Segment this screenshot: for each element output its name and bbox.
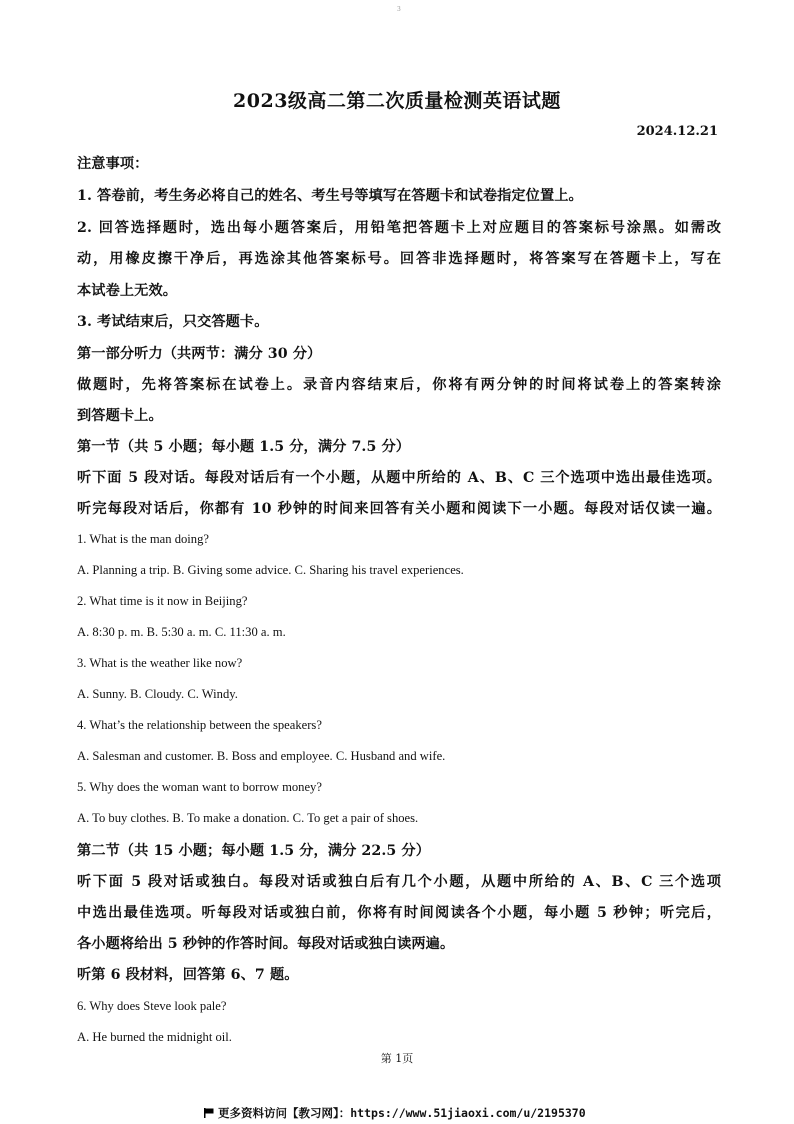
flag-icon xyxy=(204,1107,214,1117)
question: 5. Why does the woman want to borrow money? xyxy=(77,780,322,794)
part1-heading: 第一部分听力（共两节：满分 30 分） xyxy=(77,346,322,362)
footer-text: 更多资料访问【教习网】：https://www.51jiaoxi.com/u/2195370 xyxy=(218,1106,586,1120)
notice-heading: 注意事项： xyxy=(77,156,149,172)
top-mark: 3 xyxy=(397,6,401,13)
question: 2. What time is it now in Beijing? xyxy=(77,594,248,608)
page-number: 第 1页 xyxy=(380,1052,414,1065)
part1-intro-line: 做题时，先将答案标在试卷上。录音内容结束后，你将有两分钟的时间将试卷上的答案转涂 xyxy=(77,377,721,393)
section2-intro-line: 听下面 5 段对话或独白。每段对话或独白后有几个小题，从题中所给的 A、B、C 三个选项 xyxy=(77,874,721,890)
exam-date: 2024.12.21 xyxy=(636,124,718,139)
page-title: 2023级高二第二次质量检测英语试题 xyxy=(233,90,561,112)
footer-link[interactable] xyxy=(204,1105,586,1121)
answer-options: A. Planning a trip. B. Giving some advice. C. Sharing his travel experiences. xyxy=(77,563,464,577)
answer-options: A. Salesman and customer. B. Boss and employee. C. Husband and wife. xyxy=(77,749,446,763)
question: 1. What is the man doing? xyxy=(77,532,209,546)
part1-intro-line: 到答题卡上。 xyxy=(77,408,163,424)
notice-line: 2. 回答选择题时，选出每小题答案后，用铅笔把答题卡上对应题目的答案标号涂黑。如需改 xyxy=(77,220,721,236)
section2-intro-line: 各小题将给出 5 秒钟的作答时间。每段对话或独白读两遍。 xyxy=(77,936,455,952)
answer-options: A. Sunny. B. Cloudy. C. Windy. xyxy=(77,687,238,701)
question: 4. What’s the relationship between the speakers? xyxy=(77,718,322,732)
section1-heading: 第一节（共 5 小题；每小题 1.5 分，满分 7.5 分） xyxy=(77,439,411,455)
notice-line: 本试卷上无效。 xyxy=(77,283,178,299)
question: 3. What is the weather like now? xyxy=(77,656,243,670)
question: 6. Why does Steve look pale? xyxy=(77,999,227,1013)
section1-intro-line: 听完每段对话后，你都有 10 秒钟的时间来回答有关小题和阅读下一小题。每段对话仅读一遍。 xyxy=(77,501,721,517)
section1-intro-line: 听下面 5 段对话。每段对话后有一个小题，从题中所给的 A、B、C 三个选项中选出最佳选项。 xyxy=(77,470,721,486)
answer-options: A. He burned the midnight oil. xyxy=(77,1030,232,1044)
section2-heading: 第二节（共 15 小题；每小题 1.5 分，满分 22.5 分） xyxy=(77,843,431,859)
answer-options: A. To buy clothes. B. To make a donation. C. To get a pair of shoes. xyxy=(77,811,419,825)
notice-line: 1. 答卷前，考生务必将自己的姓名、考生号等填写在答题卡和试卷指定位置上。 xyxy=(77,188,583,204)
section2-intro-line: 中选出最佳选项。听每段对话或独白前，你将有时间阅读各个小题，每小题 5 秒钟；听完后， xyxy=(77,905,721,921)
answer-options: A. 8:30 p. m. B. 5:30 a. m. C. 11:30 a. m. xyxy=(77,625,286,639)
notice-line: 动，用橡皮擦干净后，再选涂其他答案标号。回答非选择题时，将答案写在答题卡上，写在 xyxy=(77,251,721,267)
notice-line: 3. 考试结束后，只交答题卡。 xyxy=(77,314,269,330)
material-heading: 听第 6 段材料，回答第 6、7 题。 xyxy=(77,967,299,983)
